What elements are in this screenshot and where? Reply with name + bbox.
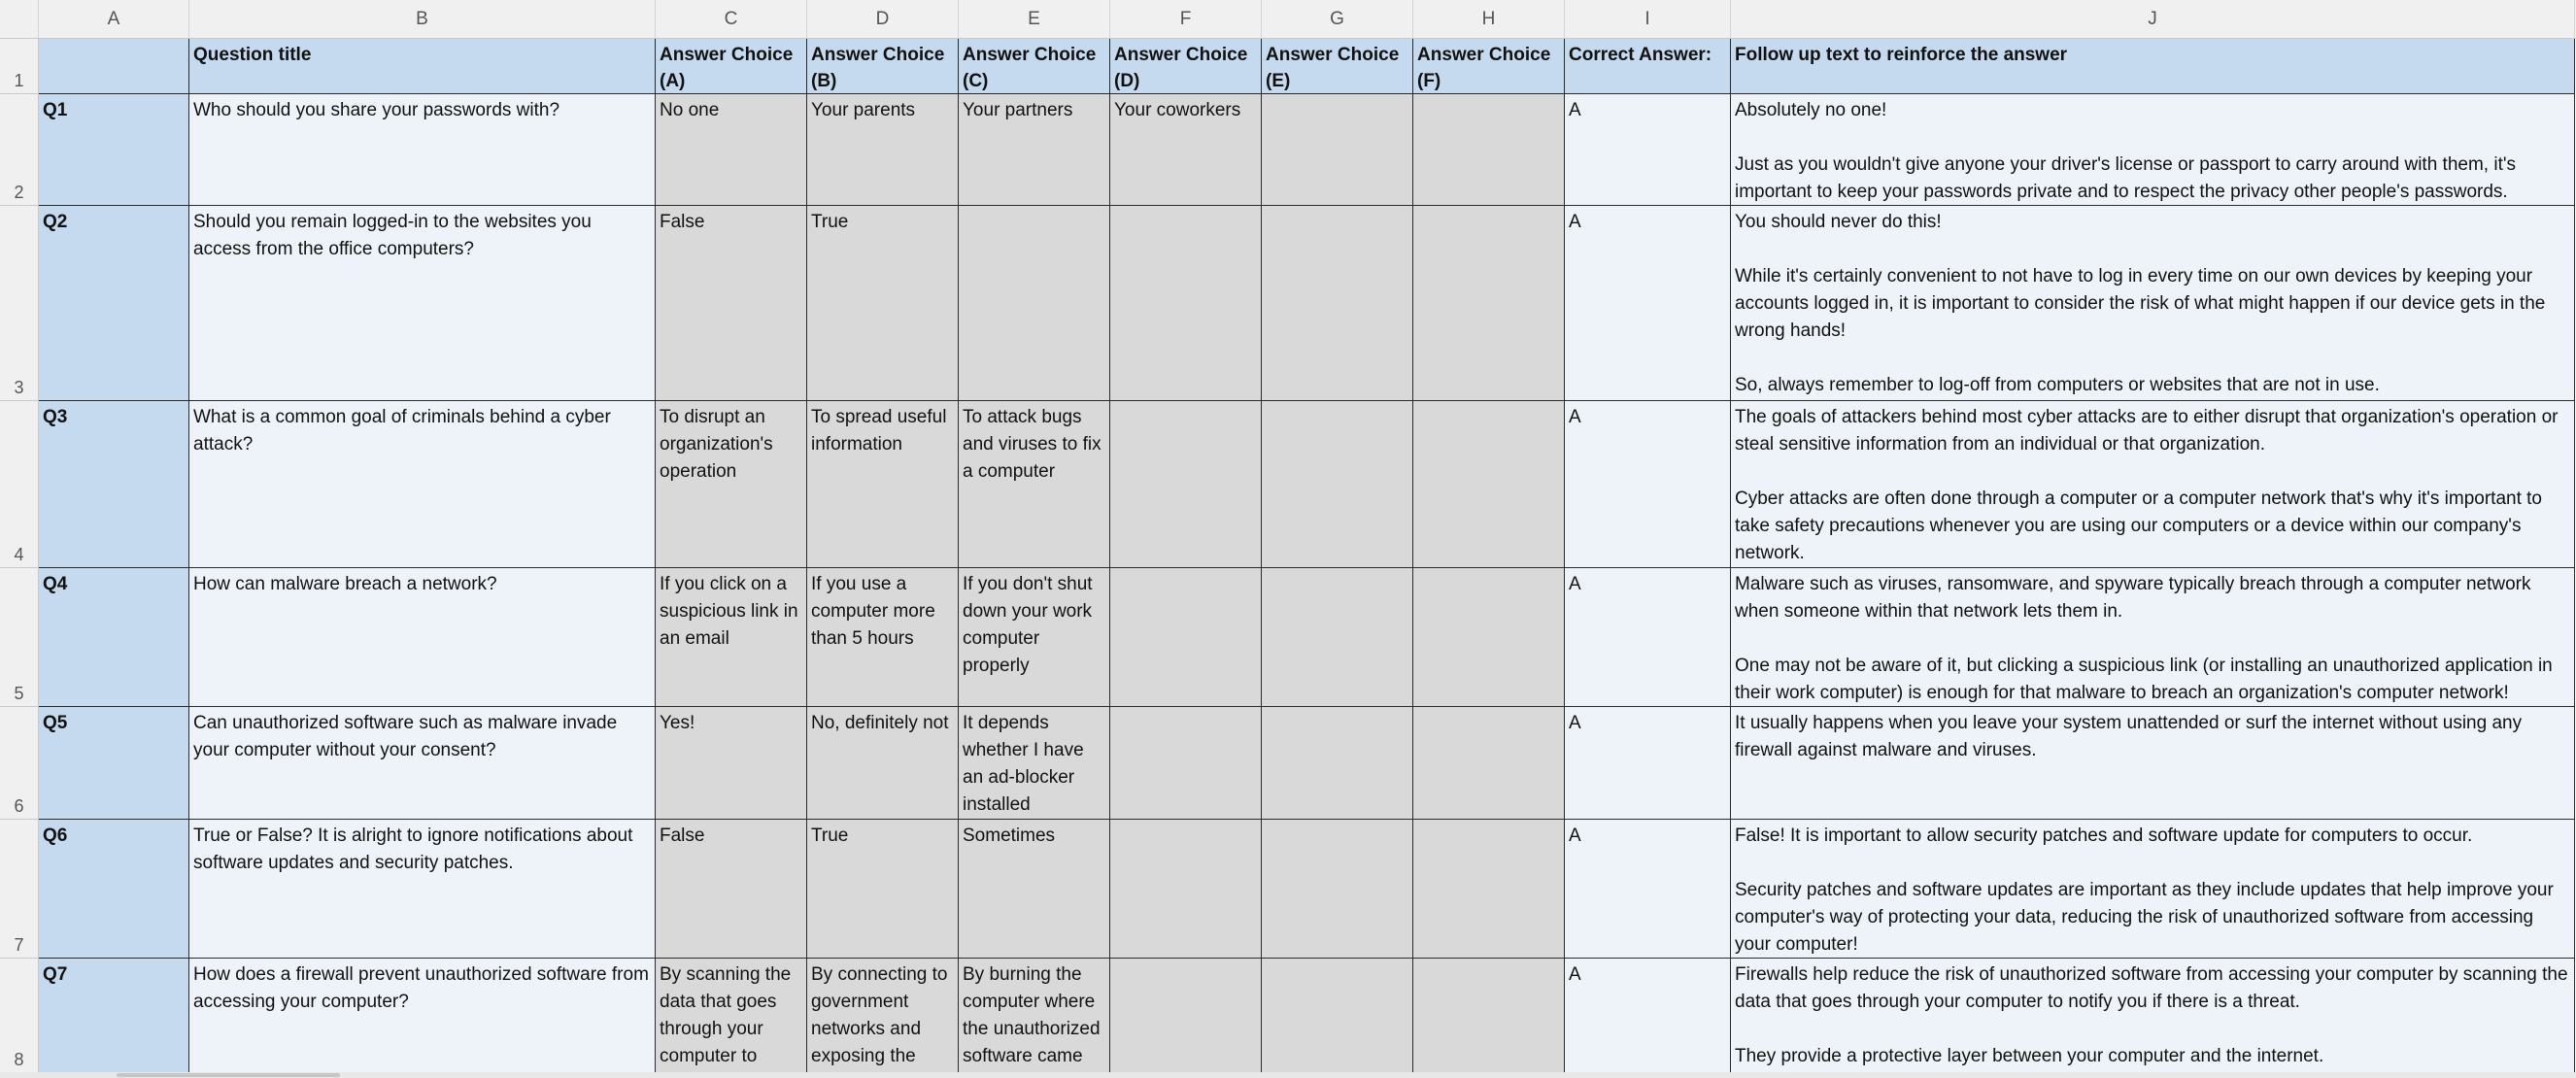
follow-up-text-cell[interactable]: You should never do this! While it's certainly convenient to not have to log in every time on our own devices by keeping your accounts logged in, it is important to consider the risk of what might happen if our device gets in the wrong hands! So, always remember to log-off from computers or websites that are not in use. xyxy=(1731,206,2575,401)
question-id-cell[interactable]: Q5 xyxy=(39,707,189,820)
question-title-cell[interactable]: Who should you share your passwords with? xyxy=(189,94,656,206)
header-cell-a[interactable] xyxy=(39,39,189,94)
answer-c-cell[interactable]: Sometimes xyxy=(959,820,1110,959)
scrollbar-thumb[interactable] xyxy=(117,1073,340,1077)
header-cell-answer-b[interactable]: Answer Choice (B) xyxy=(807,39,959,94)
row-number[interactable]: 5 xyxy=(0,568,39,707)
row-number[interactable]: 4 xyxy=(0,401,39,568)
header-cell-answer-d[interactable]: Answer Choice (D) xyxy=(1110,39,1262,94)
question-id-cell[interactable]: Q7 xyxy=(39,959,189,1073)
answer-d-cell[interactable]: Your coworkers xyxy=(1110,94,1262,206)
column-header-g[interactable]: G xyxy=(1262,0,1413,38)
correct-answer-cell[interactable]: A xyxy=(1565,206,1731,401)
answer-b-cell[interactable]: By connecting to government networks and exposing the xyxy=(807,959,959,1073)
answer-e-cell[interactable] xyxy=(1262,401,1413,568)
answer-d-cell[interactable] xyxy=(1110,959,1262,1073)
answer-c-cell[interactable]: By burning the computer where the unauthorized software came xyxy=(959,959,1110,1073)
follow-up-text-cell[interactable]: False! It is important to allow security patches and software update for computers to occur. Security patches and software updates are important as they include updates that help improve your computer's way of protecting your data, reducing the risk of unauthorized software from accessing your computer! xyxy=(1731,820,2575,959)
follow-up-text-cell[interactable]: Firewalls help reduce the risk of unauthorized software from accessing your computer by scanning the data that goes through your computer to notify you if there is a threat. They provide a protective layer between your computer and the internet. xyxy=(1731,959,2575,1073)
header-cell-question-title[interactable]: Question title xyxy=(189,39,656,94)
answer-b-cell[interactable]: If you use a computer more than 5 hours xyxy=(807,568,959,707)
header-cell-answer-c[interactable]: Answer Choice (C) xyxy=(959,39,1110,94)
question-id-cell[interactable]: Q4 xyxy=(39,568,189,707)
question-title-cell[interactable]: How can malware breach a network? xyxy=(189,568,656,707)
answer-a-cell[interactable]: No one xyxy=(656,94,807,206)
answer-f-cell[interactable] xyxy=(1413,206,1565,401)
answer-d-cell[interactable] xyxy=(1110,401,1262,568)
header-cell-correct-answer[interactable]: Correct Answer: xyxy=(1565,39,1731,94)
answer-e-cell[interactable] xyxy=(1262,707,1413,820)
answer-d-cell[interactable] xyxy=(1110,206,1262,401)
follow-up-text-cell[interactable]: The goals of attackers behind most cyber attacks are to either disrupt that organization's operation or steal sensitive information from an individual or that organization. Cyber attacks are often done through a computer or a computer network that's why it's important to take safety precautions whenever you are using our computers or a device within our company's network. xyxy=(1731,401,2575,568)
answer-a-cell[interactable]: By scanning the data that goes through your computer to xyxy=(656,959,807,1073)
answer-c-cell[interactable]: If you don't shut down your work computer properly xyxy=(959,568,1110,707)
answer-b-cell[interactable]: To spread useful information xyxy=(807,401,959,568)
answer-c-cell[interactable]: It depends whether I have an ad-blocker installed xyxy=(959,707,1110,820)
answer-c-cell[interactable]: To attack bugs and viruses to fix a computer xyxy=(959,401,1110,568)
answer-d-cell[interactable] xyxy=(1110,820,1262,959)
select-all-corner[interactable] xyxy=(0,0,39,38)
answer-a-cell[interactable]: False xyxy=(656,820,807,959)
column-header-e[interactable]: E xyxy=(959,0,1110,38)
question-title-cell[interactable]: Should you remain logged-in to the websites you access from the office computers? xyxy=(189,206,656,401)
column-header-bar xyxy=(0,0,2576,39)
column-header-d[interactable]: D xyxy=(807,0,959,38)
answer-c-cell[interactable]: Your partners xyxy=(959,94,1110,206)
correct-answer-cell[interactable]: A xyxy=(1565,707,1731,820)
column-header-b[interactable]: B xyxy=(189,0,656,38)
follow-up-text-cell[interactable]: It usually happens when you leave your system unattended or surf the internet without using any firewall against malware and viruses. xyxy=(1731,707,2575,820)
header-cell-answer-a[interactable]: Answer Choice (A) xyxy=(656,39,807,94)
question-title-cell[interactable]: True or False? It is alright to ignore notifications about software updates and security patches. xyxy=(189,820,656,959)
answer-f-cell[interactable] xyxy=(1413,401,1565,568)
answer-b-cell[interactable]: True xyxy=(807,206,959,401)
answer-e-cell[interactable] xyxy=(1262,959,1413,1073)
header-cell-answer-f[interactable]: Answer Choice (F) xyxy=(1413,39,1565,94)
answer-f-cell[interactable] xyxy=(1413,707,1565,820)
column-header-a[interactable]: A xyxy=(39,0,189,38)
correct-answer-cell[interactable]: A xyxy=(1565,959,1731,1073)
row-number[interactable]: 6 xyxy=(0,707,39,820)
correct-answer-cell[interactable]: A xyxy=(1565,820,1731,959)
answer-b-cell[interactable]: Your parents xyxy=(807,94,959,206)
answer-e-cell[interactable] xyxy=(1262,820,1413,959)
question-title-cell[interactable]: Can unauthorized software such as malware invade your computer without your consent? xyxy=(189,707,656,820)
answer-d-cell[interactable] xyxy=(1110,568,1262,707)
question-id-cell[interactable]: Q6 xyxy=(39,820,189,959)
answer-e-cell[interactable] xyxy=(1262,94,1413,206)
answer-e-cell[interactable] xyxy=(1262,206,1413,401)
answer-f-cell[interactable] xyxy=(1413,568,1565,707)
header-cell-answer-e[interactable]: Answer Choice (E) xyxy=(1262,39,1413,94)
answer-d-cell[interactable] xyxy=(1110,707,1262,820)
answer-f-cell[interactable] xyxy=(1413,959,1565,1073)
row-number[interactable]: 8 xyxy=(0,959,39,1073)
row-number[interactable]: 7 xyxy=(0,820,39,959)
answer-a-cell[interactable]: To disrupt an organization's operation xyxy=(656,401,807,568)
question-title-cell[interactable]: What is a common goal of criminals behind a cyber attack? xyxy=(189,401,656,568)
follow-up-text-cell[interactable]: Absolutely no one! Just as you wouldn't give anyone your driver's license or passport to carry around with them, it's important to keep your passwords private and to respect the privacy other people's passwords. xyxy=(1731,94,2575,206)
row-number[interactable]: 3 xyxy=(0,206,39,401)
answer-a-cell[interactable]: Yes! xyxy=(656,707,807,820)
answer-b-cell[interactable]: True xyxy=(807,820,959,959)
follow-up-text-cell[interactable]: Malware such as viruses, ransomware, and spyware typically breach through a computer network when someone within that network lets them in. One may not be aware of it, but clicking a suspicious link (or installing an unauthorized application in their work computer) is enough for that malware to breach an organization's computer network! xyxy=(1731,568,2575,707)
column-header-j[interactable]: J xyxy=(1731,0,2575,38)
answer-a-cell[interactable]: If you click on a suspicious link in an email xyxy=(656,568,807,707)
question-title-cell[interactable]: How does a firewall prevent unauthorized software from accessing your computer? xyxy=(189,959,656,1073)
column-header-h[interactable]: H xyxy=(1413,0,1565,38)
header-cell-follow-up[interactable]: Follow up text to reinforce the answer xyxy=(1731,39,2575,94)
answer-c-cell[interactable] xyxy=(959,206,1110,401)
question-id-cell[interactable]: Q3 xyxy=(39,401,189,568)
cell-grid xyxy=(0,39,2576,1073)
row-number[interactable]: 2 xyxy=(0,94,39,206)
correct-answer-cell[interactable]: A xyxy=(1565,401,1731,568)
column-header-f[interactable]: F xyxy=(1110,0,1262,38)
answer-e-cell[interactable] xyxy=(1262,568,1413,707)
column-header-c[interactable]: C xyxy=(656,0,807,38)
column-header-i[interactable]: I xyxy=(1565,0,1731,38)
answer-b-cell[interactable]: No, definitely not xyxy=(807,707,959,820)
correct-answer-cell[interactable]: A xyxy=(1565,568,1731,707)
horizontal-scrollbar[interactable] xyxy=(0,1072,2576,1078)
row-number[interactable]: 1 xyxy=(0,39,39,94)
question-id-cell[interactable]: Q1 xyxy=(39,94,189,206)
answer-f-cell[interactable] xyxy=(1413,820,1565,959)
answer-f-cell[interactable] xyxy=(1413,94,1565,206)
correct-answer-cell[interactable]: A xyxy=(1565,94,1731,206)
question-id-cell[interactable]: Q2 xyxy=(39,206,189,401)
answer-a-cell[interactable]: False xyxy=(656,206,807,401)
